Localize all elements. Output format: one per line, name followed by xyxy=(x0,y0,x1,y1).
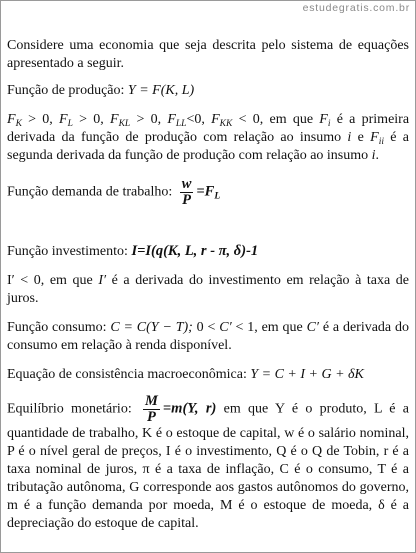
monetary-equilibrium: Equilíbrio monetário: $\frac{M}{P}$ =m(Y, r) em que Y é o produto, L é a quantidade de trabalho, K é o estoque de capital, w é o salário nominal, P é o nível geral de preços, I é o investimento, Q é o Q de Tobin, r é a taxa nominal de juros, π é a taxa de inflação, C é o consumo, T é a tributação autônoma, G corresponde aos gastos autônomos do governo, m é a função demanda por moeda, M é o estoque de moeda, δ é a depreciação do estoque de capital. xyxy=(7,393,410,531)
production-label: Função de produção: xyxy=(7,83,125,98)
investment-equation: I=I(q(K, L, r - π, δ)-1 xyxy=(131,243,259,259)
production-equation: Y = F(K, L) xyxy=(127,83,195,98)
money-fraction: $\frac{M}{P}$ xyxy=(145,393,158,425)
investment-label: Função investimento: xyxy=(7,244,128,259)
labor-demand-label: Função demanda de trabalho: xyxy=(7,184,173,200)
consumption-function: Função consumo: C = C(Y − T); 0 < C′ < 1, em que C′ é a derivada do consumo em relação à renda disponível. xyxy=(7,320,409,353)
watermark: estudegratis.com.br xyxy=(302,2,410,14)
question-text xyxy=(7,37,409,533)
consistency-equation: Equação de consistência macroeconômica: Y = C + I + G + δK xyxy=(7,367,364,382)
wage-fraction: $\frac{w}{P}$ xyxy=(181,176,192,208)
investment-function xyxy=(7,242,409,261)
derivatives-paragraph: $F_K > 0$, $F_L > 0$, $F_{KL} > 0$, $F_{LL}<0$, $F_{KK} < 0$, em que $F_i$ é a primeira derivada da função de produção com relação ao insumo i e $F_{ii}$ é a segunda derivada da função de produção com relação ao insumo i. xyxy=(7,112,410,163)
production-function xyxy=(7,82,409,100)
investment-description: I′ < 0, em que I′ é a derivada do investimento em relação à taxa de juros. xyxy=(7,273,409,306)
intro-paragraph: Considere uma economia que seja descrita pelo sistema de equações apresentado a seguir. xyxy=(7,38,409,71)
labor-demand-function: Função demanda de trabalho: $\frac{w}{P}$ $=F_L$ xyxy=(7,176,221,208)
